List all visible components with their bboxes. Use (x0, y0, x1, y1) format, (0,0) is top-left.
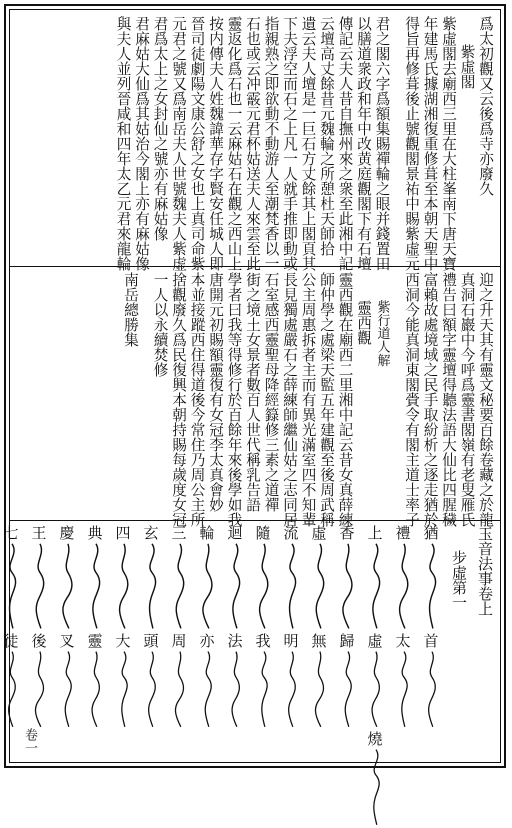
column-gap (140, 272, 150, 514)
neume-mark (58, 650, 78, 730)
text-column: 迎之升天其有靈文秘要百餘卷藏之於龍 (477, 272, 494, 527)
text-column: 本並接蹤西住得道後今常住乃周公主所 (188, 272, 206, 527)
chant-syllable: 靈 (87, 632, 103, 650)
chant-column (254, 524, 274, 758)
chant-syllable: 明 (283, 632, 299, 650)
text-column: 公主周惠拆者主而有異光滿室四不知輩 (299, 272, 317, 527)
chant-column (58, 524, 78, 758)
chant-syllable: 大 (115, 632, 131, 650)
neume-mark (310, 542, 330, 632)
text-column: 紫虛閣去廟西三里在大柱峯南下唐天寶 (440, 16, 457, 271)
chant-column (422, 524, 442, 758)
chant-heading-text: 步虛第一 (450, 550, 468, 610)
chant-syllable: 法 (227, 632, 243, 650)
chant-column (114, 524, 134, 758)
chant-syllable: 隨 (255, 524, 271, 542)
chant-syllable: 燒 (367, 730, 383, 748)
neume-mark (338, 542, 358, 632)
text-column: 石也或云冲霰元君杯姑送夫人來雲至此 (244, 16, 261, 271)
text-column: 爲太初觀又云後爲寺亦廢久 (477, 16, 494, 196)
text-column: 唐開元初賜額靈復有女冠李太真會妙 (207, 272, 224, 512)
text-column: 下夫浮空而石之上凡一人就手推即動或 (281, 16, 298, 271)
neume-mark (30, 650, 50, 730)
neume-mark (422, 650, 442, 730)
neume-mark (142, 542, 162, 632)
chant-column (338, 524, 358, 758)
book-title: 南岳總勝集 (122, 272, 139, 347)
text-column: 靈西觀在廟西二里湘中記云昔女真薛練 (336, 272, 354, 527)
text-column: 指親熟之即欲動不動游人至潮梵香以一 (262, 16, 280, 271)
chant-syllable: 慶 (59, 524, 75, 542)
chant-syllable: 輪 (199, 524, 215, 542)
chant-syllable: 七 (3, 524, 19, 542)
neume-mark (254, 542, 274, 632)
neume-mark (2, 542, 22, 632)
neume-mark (58, 542, 78, 632)
neume-mark (226, 542, 246, 632)
chant-syllable: 虛 (311, 524, 327, 542)
text-column: 按内傳夫人姓魏諱華存字賢安任城人即 (207, 16, 224, 271)
chant-notation-columns (3, 524, 494, 758)
text-column: 西洞今能真洞東閣賫令有閣主道士率子 (403, 272, 420, 527)
middle-text-columns (14, 272, 494, 527)
text-column: 晉司徒劇陽文康公舒之女也上真司命紫 (188, 16, 206, 271)
chant-syllable: 叉 (59, 632, 75, 650)
author-note: 紫行道人解 (374, 300, 390, 367)
neume-mark (114, 650, 134, 730)
neume-mark (366, 650, 386, 730)
chant-column (366, 524, 386, 758)
neume-mark (170, 650, 190, 730)
chant-syllable: 玄 (143, 524, 159, 542)
neume-mark (310, 650, 330, 730)
neume-mark (198, 650, 218, 730)
text-column: 君之閣六字爲額集賜禪輪之眼并錢置田 (373, 16, 391, 271)
chant-syllable: 上 (367, 524, 383, 542)
top-section (10, 10, 500, 271)
chant-syllable: 頭 (143, 632, 159, 650)
neume-mark (254, 650, 274, 730)
text-column: 一人以永續焚修 (151, 272, 169, 377)
neume-mark (86, 650, 106, 730)
text-column: 元君之號又爲南岳夫人世號魏夫人紫虚 (170, 16, 187, 271)
chant-column (394, 524, 414, 758)
neume-mark (366, 542, 386, 632)
chant-syllable: 虛 (367, 632, 383, 650)
chant-syllable: 猶 (423, 524, 439, 542)
neume-mark (282, 650, 302, 730)
neume-mark (394, 650, 414, 730)
chant-column (142, 524, 162, 758)
chant-syllable: 歸 (339, 632, 355, 650)
chant-syllable: 香 (339, 524, 355, 542)
neume-mark (30, 542, 50, 632)
neume-mark (170, 542, 190, 632)
text-column: 富賴故處境域之民手取紛析之逐走猶於 (421, 272, 439, 527)
text-column: 傳記云夫人昔自撫州來之衆至此湘中記 (336, 16, 354, 271)
chant-column (310, 524, 330, 758)
chant-column (86, 524, 106, 758)
neume-mark (198, 542, 218, 632)
chant-syllable: 王 (31, 524, 47, 542)
chant-syllable: 亦 (199, 632, 215, 650)
text-column: 師仲學之處梁天監五年建觀至後周武稱 (318, 272, 335, 527)
section-heading: 靈西觀 (355, 300, 372, 345)
chant-syllable: 流 (283, 524, 299, 542)
chant-syllable: 首 (423, 632, 439, 650)
chant-column (282, 524, 302, 758)
text-column: 云壇高丈餘昔元魏輪之所憩杜天師拾 (318, 16, 335, 256)
neume-mark (338, 650, 358, 730)
column-gap (392, 272, 402, 514)
neume-mark (114, 542, 134, 632)
chant-heading-column (450, 524, 468, 758)
text-column: 街之境土女景者數百人世代稱乳告語 (244, 272, 261, 512)
text-column: 長見獨處嚴石之薛練師繼仙姑之志同居 (281, 272, 298, 527)
column-gap (392, 16, 402, 260)
juan-label: 卷一 (22, 728, 37, 754)
section-heading: 紫虛閣 (458, 44, 476, 89)
chant-heading-column (476, 524, 494, 758)
chant-syllable: 三 (171, 524, 187, 542)
chant-column (198, 524, 218, 758)
text-column: 靈返化爲石也一云麻姑石在觀之西山上 (225, 16, 243, 271)
top-text-columns (14, 16, 494, 271)
neume-mark (282, 542, 302, 632)
text-column: 真洞石巖中今呼爲靈書閣嶺有老叟雁氏 (458, 272, 476, 527)
middle-section (10, 266, 500, 527)
chant-column (170, 524, 190, 758)
neume-mark (226, 650, 246, 730)
neume-mark (394, 542, 414, 632)
chant-syllable: 我 (255, 632, 271, 650)
neume-mark (2, 650, 22, 730)
bottom-section (3, 520, 500, 762)
page-frame (3, 9, 501, 763)
text-column: 得旨再修葺後止號觀閣景祐中賜紫虛元 (403, 16, 420, 271)
chant-syllable: 徒 (3, 632, 19, 650)
text-column: 與夫人並列晉咸和四年太乙元君來龍輪 (114, 16, 132, 271)
chant-syllable: 禮 (395, 524, 411, 542)
chant-syllable: 太 (395, 632, 411, 650)
chant-syllable: 無 (311, 632, 327, 650)
text-column: 君爲太上之女封仙之號亦有麻姑像 (151, 16, 169, 241)
chant-syllable: 四 (115, 524, 131, 542)
text-column: 君麻姑大仙爲其姑治今閣上亦有麻姑像 (133, 16, 150, 271)
text-column: 禮告曰額字靈壇得聽法語大仙比四腥穢 (440, 272, 457, 527)
chant-column (226, 524, 246, 758)
chant-syllable: 典 (87, 524, 103, 542)
text-column: 捨觀廢久爲民復興本朝持賜每歲度女冠 (170, 272, 187, 527)
chant-syllable: 後 (31, 632, 47, 650)
neume-mark (86, 542, 106, 632)
text-column: 石室感西靈聖母降經籙修三素之道禪 (262, 272, 280, 512)
text-column: 遺云夫人壇是一巨石方丈餘其上閣頁其 (299, 16, 317, 271)
chant-syllable: 周 (171, 632, 187, 650)
neume-mark (366, 748, 386, 828)
chant-column (2, 524, 22, 758)
scripture-page (4, 4, 506, 768)
chant-syllable: 迴 (227, 524, 243, 542)
text-column: 學者曰我等得修行於百餘年來後學如我 (225, 272, 243, 527)
text-column: 年建馬氏據湖湘復重修葺至本朝天聖中 (421, 16, 439, 271)
neume-mark (422, 542, 442, 632)
text-column: 以膳道衆政和年中改黄庭觀閣下有石壇 (355, 16, 372, 271)
chant-column (30, 524, 50, 758)
neume-mark (142, 650, 162, 730)
chant-heading-text: 玉音法事卷上 (476, 526, 494, 616)
